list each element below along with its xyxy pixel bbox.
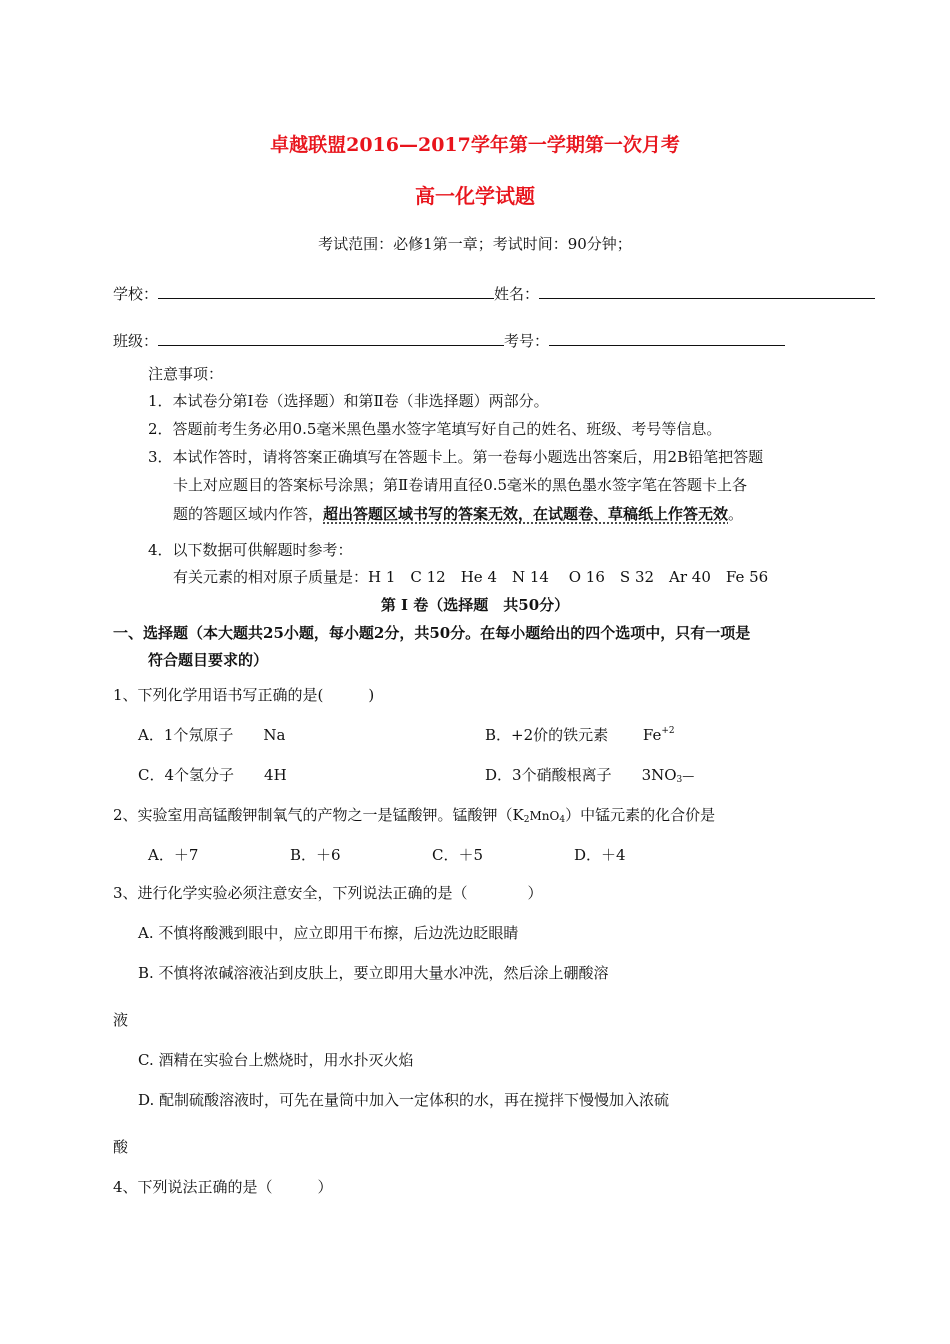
notice-item-1: 1．本试卷分第Ⅰ卷（选择题）和第Ⅱ卷（非选择题）两部分。 xyxy=(148,392,549,410)
q1-d-charge: — xyxy=(682,769,695,783)
exam-no-blank xyxy=(549,331,785,346)
class-label: 班级： xyxy=(113,332,159,350)
q2-stem-post: ）中锰元素的化合价是 xyxy=(565,806,716,824)
school-label: 学校： xyxy=(113,285,159,303)
question-3-option-b-cont: 液 xyxy=(113,1011,129,1029)
exam-title: 卓越联盟2016—2017学年第一学期第一次月考 xyxy=(270,134,680,156)
q2-mno: MnO xyxy=(529,809,560,823)
question-1-option-a: A．1个氖原子 Na xyxy=(138,726,286,744)
notice-item-3: 3．本试作答时，请将答案正确填写在答题卡上。第一卷每小题选出答案后，用2B铅笔把答题 xyxy=(148,448,764,466)
question-3-stem: 3、进行化学实验必须注意安全，下列说法正确的是（ ） xyxy=(113,884,543,902)
school-field xyxy=(113,283,875,304)
q1-d-sub: 3 xyxy=(676,775,683,785)
question-2-option-c: C．＋5 xyxy=(432,846,484,864)
q1-d-text: D．3个硝酸根离子 3NO xyxy=(485,766,677,784)
name-label: 姓名： xyxy=(494,285,540,303)
section-heading: 一、选择题（本大题共25小题，每小题2分，共50分。在每小题给出的四个选项中，只有一项是 xyxy=(113,624,751,642)
notice-item-3-cont: 卡上对应题目的答案标号涂黑；第Ⅱ卷请用直径0.5毫米的黑色墨水签字笔在答题卡上各 xyxy=(173,476,748,494)
notice-item-2: 2．答题前考生务必用0.5毫米黑色墨水签字笔填写好自己的姓名、班级、考号等信息。 xyxy=(148,420,722,438)
question-3-option-d-cont: 酸 xyxy=(113,1138,129,1156)
notice-item-4: 4．以下数据可供解题时参考： xyxy=(148,541,353,559)
notice-heading: 注意事项： xyxy=(148,365,224,383)
question-1-option-b xyxy=(485,724,675,745)
q1-b-text: B．+2价的铁元素 Fe xyxy=(485,726,662,744)
question-3-option-c: C. 酒精在实验台上燃烧时，用水扑灭火焰 xyxy=(138,1051,414,1069)
q2-sub2: 2 xyxy=(523,815,530,825)
notice-emphasis: 超出答题区域书写的答案无效，在试题卷、草稿纸上作答无效 xyxy=(323,505,729,523)
question-1-stem: 1、下列化学用语书写正确的是( ) xyxy=(113,686,375,704)
atomic-mass-list: 有关元素的相对原子质量是：H 1 C 12 He 4 N 14 O 16 S 32 Ar 40 Fe 56 xyxy=(173,568,769,586)
exam-subtitle: 高一化学试题 xyxy=(415,184,535,208)
question-3-option-a: A. 不慎将酸溅到眼中，应立即用干布擦，后边洗边眨眼睛 xyxy=(138,924,519,942)
question-3-option-d: D. 配制硫酸溶液时，可先在量筒中加入一定体积的水，再在搅拌下慢慢加入浓硫 xyxy=(138,1091,670,1109)
notice-item-3-text: 题的答题区域内作答， xyxy=(173,505,324,523)
q1-b-charge: +2 xyxy=(661,726,675,736)
question-2-option-a: A．＋7 xyxy=(148,846,199,864)
section-heading-cont: 符合题目要求的） xyxy=(148,651,269,669)
part-title: 第 Ⅰ 卷（选择题 共50分） xyxy=(380,596,570,614)
question-1-option-c: C．4个氢分子 4H xyxy=(138,766,287,784)
notice-item-3-end xyxy=(173,503,743,524)
question-4-stem: 4、下列说法正确的是（ ） xyxy=(113,1178,333,1196)
q2-sub4: 4 xyxy=(559,815,566,825)
question-2-option-d: D．＋4 xyxy=(574,846,626,864)
class-field xyxy=(113,330,785,351)
question-3-option-b: B. 不慎将浓碱溶液沾到皮肤上，要立即用大量水冲洗，然后涂上硼酸溶 xyxy=(138,964,609,982)
question-2-stem xyxy=(113,804,715,825)
notice-period: 。 xyxy=(728,505,744,523)
name-blank xyxy=(539,284,875,299)
exam-scope: 考试范围：必修1第一章；考试时间：90分钟； xyxy=(318,235,632,253)
q2-stem-pre: 2、实验室用高锰酸钾制氧气的产物之一是锰酸钾。锰酸钾（K xyxy=(113,806,524,824)
exam-no-label: 考号： xyxy=(504,332,550,350)
school-blank xyxy=(158,284,494,299)
question-2-option-b: B．＋6 xyxy=(290,846,341,864)
question-1-option-d xyxy=(485,764,694,785)
class-blank xyxy=(158,331,504,346)
